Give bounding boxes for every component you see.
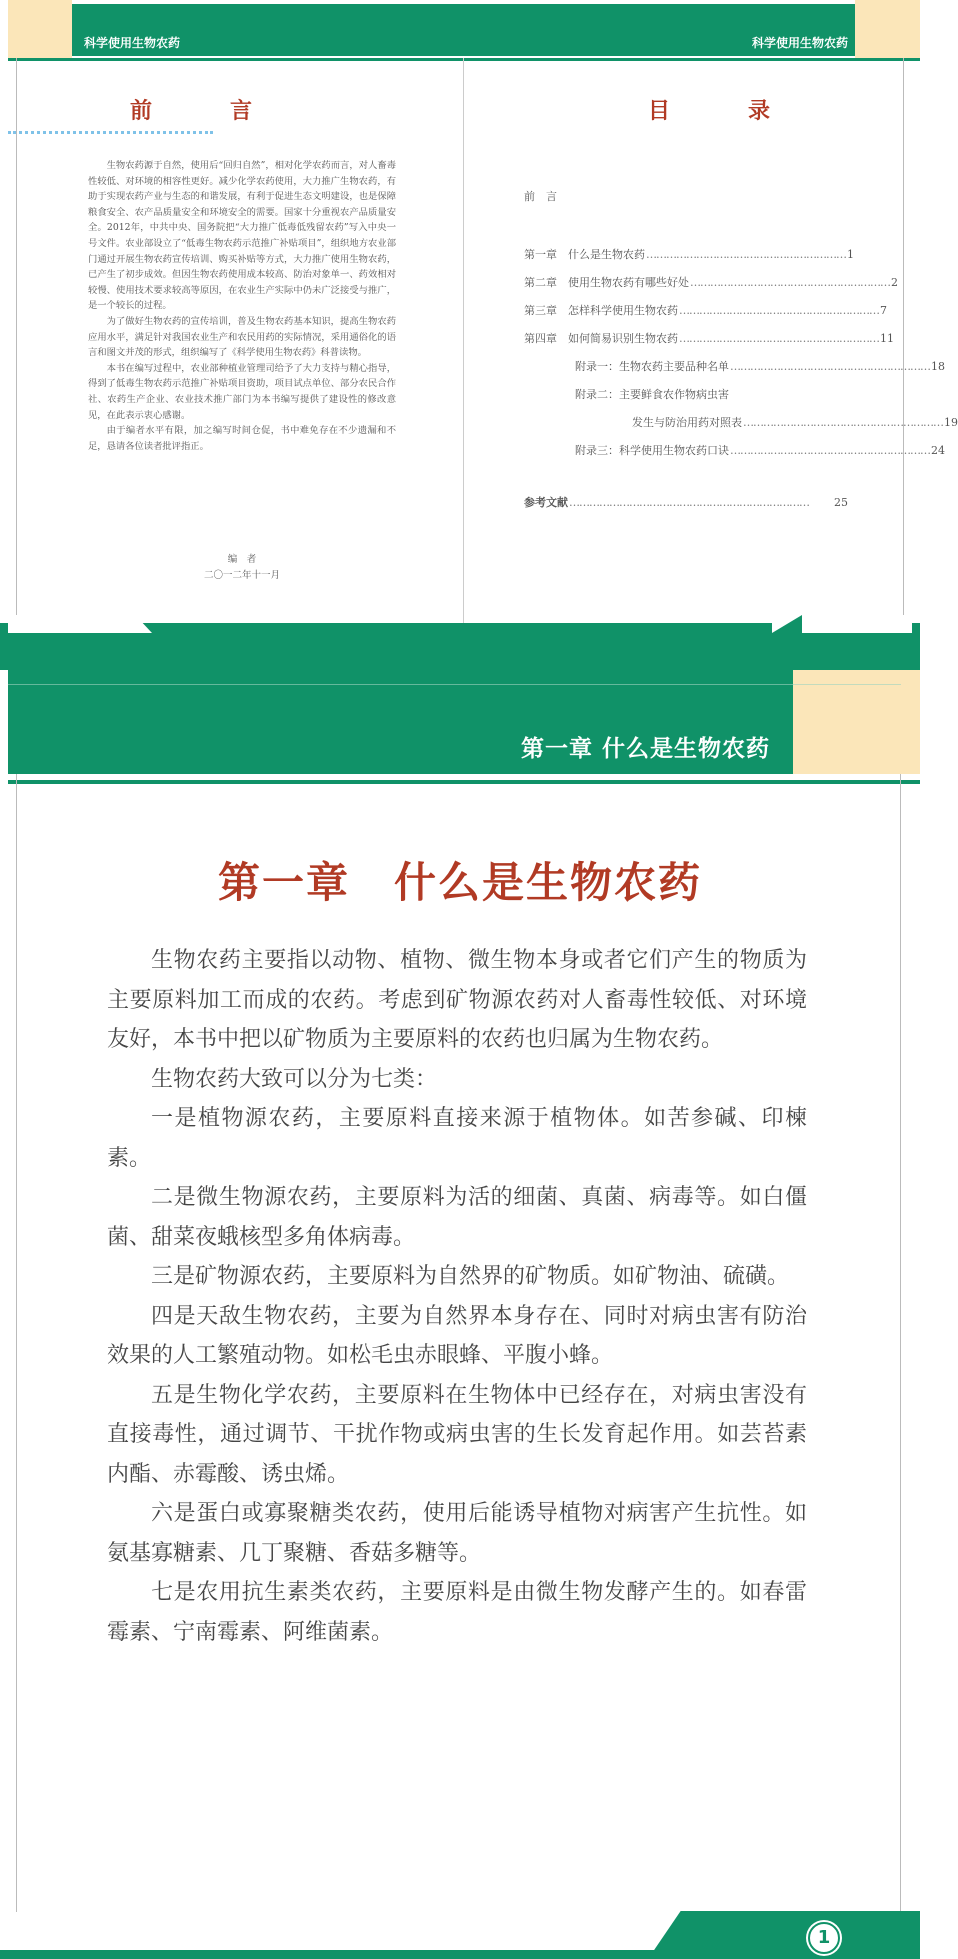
- header-title-right: 科学使用生物农药: [751, 36, 848, 50]
- chapter-paragraph: 二是微生物源农药，主要原料为活的细菌、真菌、病毒等。如白僵菌、甜菜夜蛾核型多角体病毒。: [107, 1185, 807, 1250]
- chapter-page: [0, 670, 920, 1959]
- preface-paragraph: 由于编者水平有限，加之编写时间仓促，书中难免存在不少遗漏和不足，恳请各位读者批评指正。: [88, 425, 396, 452]
- page-frame-right: [900, 774, 901, 1912]
- preface-paragraph: 生物农药源于自然，使用后“回归自然”，相对化学农药而言，对人畜毒性较低、对环境的相容性更好。减少化学农药使用，大力推广生物农药，有助于实现农药产业与生态的和谐发展，有利于促进生态文明建设，也是保障粮食安全、农产品质量安全和环境安全的需要。国家十分重视农产品质量安全。2012年，中共中央、国务院把“大力推广低毒低残留农药”写入中央一号文件。农业部设立了“低毒生物农药示范推广补贴项目”，组织地方农业部门通过开展生物农药宣传培训、购买补贴等方式，大力推广使用生物农药，已产生了初步成效。但因生物农药使用成本较高、防治对象单一、药效相对较慢、使用技术要求较高等原因，在农业生产实际中仍未广泛接受与推广，是一个较长的过程。: [88, 160, 396, 312]
- toc-item-label: 第二章 使用生物农药有哪些好处: [524, 276, 689, 289]
- chapter-paragraph: 四是天敌生物农药，主要为自然界本身存在、同时对病虫害有防治效果的人工繁殖动物。如松毛虫赤眼蜂、平腹小蜂。: [107, 1303, 807, 1368]
- chapter-body: [107, 941, 807, 1652]
- selection-dotted-line: [8, 131, 213, 134]
- header-title-left: 科学使用生物农药: [84, 36, 181, 50]
- preface-paragraph: 本书在编写过程中，农业部种植业管理司给予了大力支持与精心指导，得到了低毒生物农药示范推广补贴项目资助，项目试点单位、部分农民合作社、农药生产企业、农业技术推广部门为本书编写提供了建设性的修改意见，在此表示衷心感谢。: [88, 362, 396, 421]
- toc-leader: ……………………………………………………: [730, 444, 930, 457]
- toc-leader: ……………………………………………………: [730, 360, 930, 373]
- toc-item[interactable]: [575, 442, 945, 458]
- spread-header: [0, 0, 920, 60]
- toc-item[interactable]: [524, 246, 854, 262]
- header-green-band: [72, 4, 855, 56]
- toc-item[interactable]: [524, 188, 848, 204]
- chapter-paragraph: 五是生物化学农药，主要原料在生物体中已经存在，对病虫害没有直接毒性，通过调节、干扰作物或病虫害的生长发育起作用。如芸苔素内酯、赤霉酸、诱虫烯。: [107, 1382, 807, 1487]
- chapter-paragraph: 生物农药主要指以动物、植物、微生物本身或者它们产生的物质为主要原料加工而成的农药。考虑到矿物源农药对人畜毒性较低、对环境友好，本书中把以矿物质为主要原料的农药也归属为生物农药。: [107, 948, 807, 1052]
- toc-leader: ……………………………………………………: [646, 248, 846, 261]
- preface-body: [88, 158, 396, 454]
- toc-item-page: 24: [931, 444, 945, 457]
- toc-item[interactable]: [524, 274, 898, 290]
- toc-item[interactable]: [575, 386, 848, 402]
- toc-item-label: 发生与防治用药对照表: [632, 416, 742, 429]
- toc-item-page: 1: [847, 248, 854, 261]
- chapter-paragraph: 生物农药大致可以分为七类：: [151, 1066, 438, 1092]
- chapter-paragraph: 三是矿物源农药，主要原料为自然界的矿物质。如矿物油、硫磺。: [151, 1264, 790, 1289]
- chapter-header-inner-rule: [8, 684, 901, 685]
- toc-item-label: 前 言: [524, 190, 557, 203]
- toc-item-page: 25: [834, 496, 848, 509]
- toc-item-label: 第四章 如何简易识别生物农药: [524, 332, 678, 345]
- preface-title: 前 言: [130, 98, 281, 124]
- footer-white-shape-left: [8, 615, 140, 633]
- chapter-paragraph: 六是蛋白或寡聚糖类农药，使用后能诱导植物对病害产生抗性。如氨基寡糖素、几丁聚糖、香菇多糖等。: [107, 1501, 807, 1566]
- toc-leader: ……………………………………………………: [679, 304, 879, 317]
- toc-leader: ……………………………………………………: [679, 332, 879, 345]
- chapter-header-cream-block: [793, 670, 920, 774]
- toc-item-label: 第三章 怎样科学使用生物农药: [524, 304, 678, 317]
- toc-item[interactable]: [632, 414, 958, 430]
- preface-date: 二〇一二年十一月: [203, 570, 280, 581]
- toc-title: 目 录: [648, 98, 799, 124]
- toc-item[interactable]: [524, 302, 887, 318]
- toc-leader: ………………………………………………………………: [569, 496, 809, 509]
- toc-item[interactable]: [524, 494, 848, 510]
- toc-item-page: 18: [931, 360, 945, 373]
- chapter-paragraph: 七是农用抗生素类农药，主要原料是由微生物发酵产生的。如春雷霉素、宁南霉素、阿维菌素。: [107, 1580, 807, 1645]
- toc-item-label: 第一章 什么是生物农药: [524, 248, 645, 261]
- chapter-title: 第一章 什么是生物农药: [217, 858, 702, 907]
- preface-paragraph: 为了做好生物农药的宣传培训，普及生物农药基本知识，提高生物农药应用水平，满足针对我国农业生产和农民用药的实际情况，采用通俗化的语言和图文并茂的形式，组织编写了《科学使用生物农药》科普读物。: [88, 315, 396, 359]
- chapter-paragraph: 一是植物源农药，主要原料直接来源于植物体。如苦参碱、印楝素。: [107, 1106, 807, 1171]
- book-spread: [0, 0, 958, 670]
- toc-item-label: 参考文献: [524, 496, 568, 509]
- toc-leader: ……………………………………………………: [690, 276, 890, 289]
- toc-item-label: 附录三：科学使用生物农药口诀: [575, 444, 729, 457]
- toc-item-page: 7: [880, 304, 887, 317]
- page-frame-left: [16, 58, 17, 623]
- footer-band: [0, 1950, 920, 1959]
- toc-item-label: 附录二：主要鲜食农作物病虫害: [575, 388, 729, 401]
- page-frame-left: [16, 774, 17, 1912]
- chapter-header-title: 第一章 什么是生物农药: [520, 736, 770, 762]
- toc-item-page: 11: [880, 332, 894, 345]
- toc-item-page: 2: [891, 276, 898, 289]
- header-cream-block-left: [8, 0, 72, 58]
- preface-signature-block: [88, 552, 396, 584]
- page-number-badge: 1: [808, 1922, 840, 1954]
- toc-item-page: 19: [944, 416, 958, 429]
- toc-leader: ……………………………………………………: [743, 416, 943, 429]
- page-frame-right: [903, 58, 904, 623]
- chapter-header-rule: [8, 780, 920, 784]
- preface-signature: 编 者: [227, 554, 257, 565]
- toc-item-label: 附录一：生物农药主要品种名单: [575, 360, 729, 373]
- page-gutter: [463, 58, 464, 623]
- header-rule: [8, 58, 920, 61]
- toc-item[interactable]: [524, 330, 894, 346]
- header-cream-block-right: [855, 0, 920, 58]
- toc-item[interactable]: [575, 358, 945, 374]
